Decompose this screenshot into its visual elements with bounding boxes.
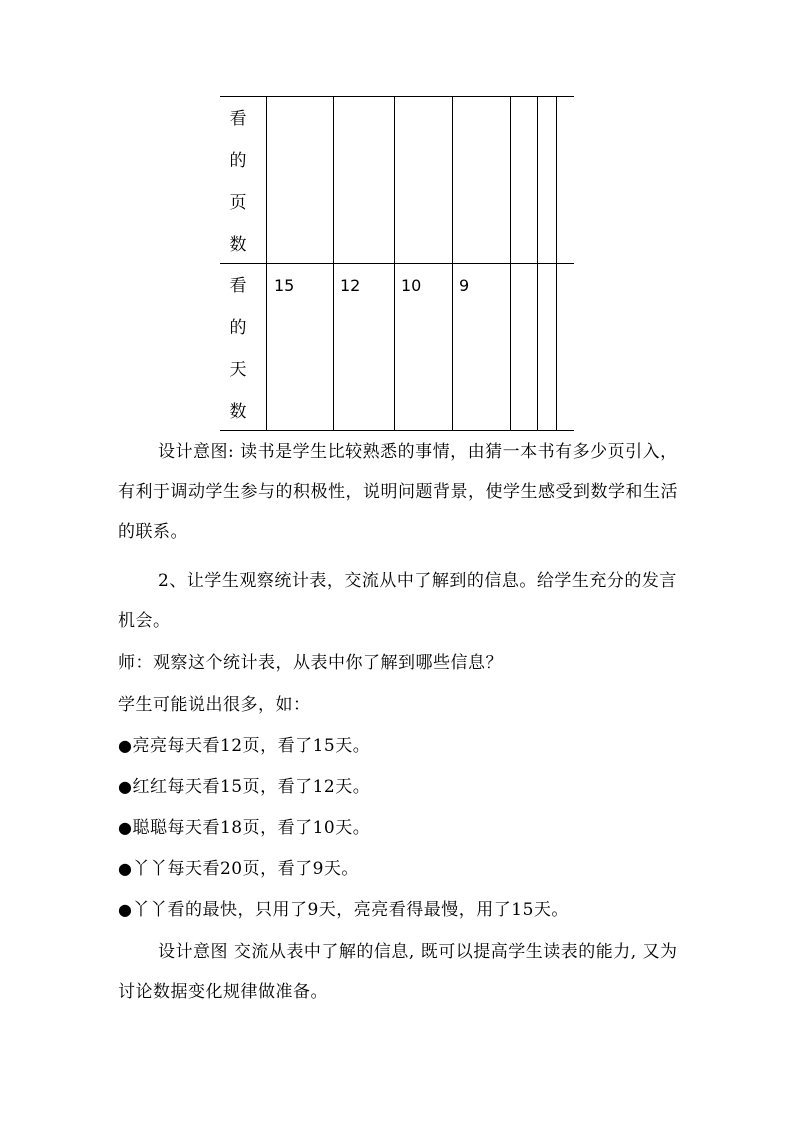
table-cell: 15	[274, 276, 295, 295]
table-bottom-border	[220, 430, 574, 431]
teacher-question: 师：观察这个统计表，从表中你了解到哪些信息？	[118, 653, 503, 673]
table-col-divider	[537, 96, 538, 431]
student-answer-intro: 学生可能说出很多，如：	[118, 695, 311, 715]
list-item: ●红红每天看15页，看了12天。	[118, 777, 371, 797]
table-row-label-days: 看 的 天 数	[229, 276, 247, 422]
table-col-divider	[556, 96, 557, 431]
bullet-icon: ●	[118, 818, 133, 837]
bullet-icon: ●	[118, 736, 133, 755]
table-cell: 12	[340, 276, 361, 295]
table-col-divider	[452, 96, 453, 431]
table-row-label-pages: 看 的 页 数	[229, 109, 247, 255]
table-col-divider	[510, 96, 511, 431]
table-cell: 10	[401, 276, 422, 295]
list-item: ●聪聪每天看18页，看了10天。	[118, 818, 371, 838]
table-top-border	[220, 96, 574, 97]
list-item: ●丫丫看的最快，只用了9天，亮亮看得最慢，用了15天。	[118, 900, 569, 920]
bullet-icon: ●	[118, 777, 133, 796]
table-col-divider	[394, 96, 395, 431]
list-item: ●亮亮每天看12页，看了15天。	[118, 736, 371, 756]
step-2-paragraph: 2、让学生观察统计表，交流从中了解到的信息。给学生充分的发言机会。	[118, 571, 677, 631]
bullet-icon: ●	[118, 859, 133, 878]
design-intent-paragraph-2: 设计意图 交流从表中了解的信息, 既可以提高学生读表的能力, 又为讨论数据变化规律做准备。	[118, 942, 678, 1002]
table-cell: 9	[459, 276, 470, 295]
bullet-icon: ●	[118, 900, 133, 919]
table-row-divider	[220, 263, 574, 264]
list-item: ●丫丫每天看20页，看了9天。	[118, 859, 359, 879]
table-col-divider	[266, 96, 267, 431]
design-intent-paragraph-1: 设计意图: 读书是学生比较熟悉的事情，由猜一本书有多少页引入，有利于调动学生参与的积极性，说明问题背景，使学生感受到数学和生活的联系。	[118, 442, 678, 542]
table-col-divider	[333, 96, 334, 431]
